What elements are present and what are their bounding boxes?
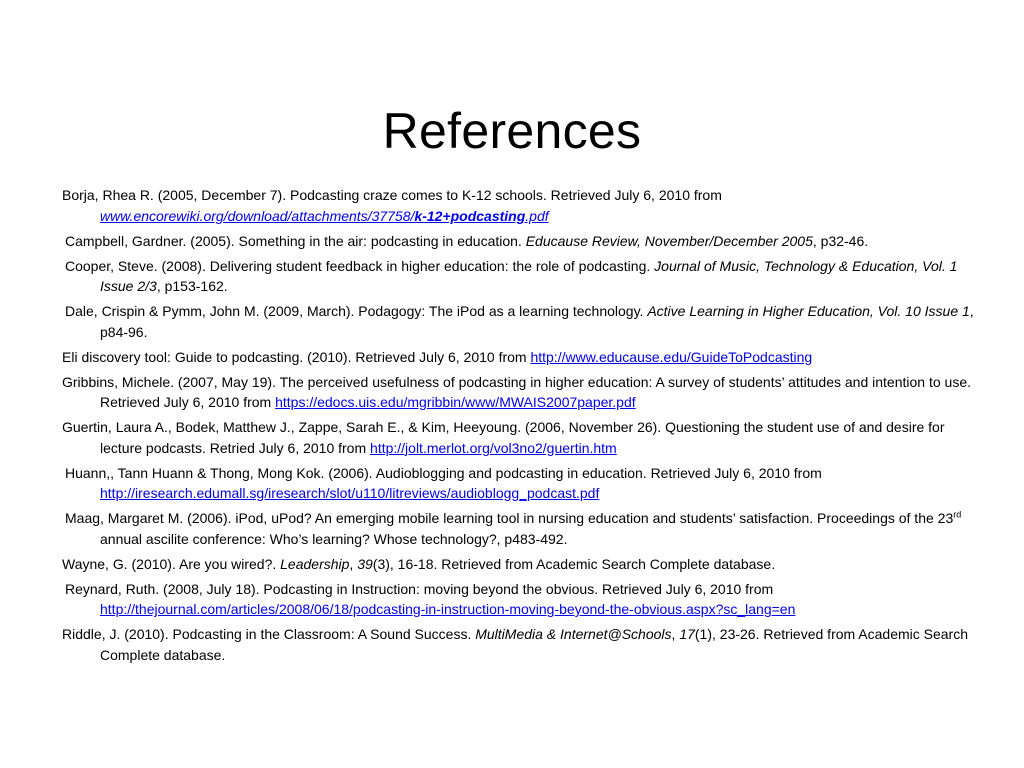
reference-huann	[62, 463, 982, 504]
reference-link[interactable]: http://www.educause.edu/GuideToPodcasting	[530, 348, 813, 365]
reference-text: Riddle, J. (2010). Podcasting in the Classroom: A Sound Success.	[62, 626, 476, 642]
reference-text: Reynard, Ruth. (2008, July 18). Podcasting in Instruction: moving beyond the obvious. Retrieved July 6, 2010 from	[65, 580, 774, 597]
reference-text: Dale, Crispin & Pymm, John M. (2009, March). Podagogy: The iPod as a learning technology.	[65, 303, 648, 319]
reference-maag: Maag, Margaret M. (2006). iPod, uPod? An emerging mobile learning tool in nursing education and students’ satisfaction. Proceedings of the 23rd annual ascilite conference: Who’s learning? Whose technology?, p483-492.	[65, 509, 962, 547]
reference-link[interactable]: https://edocs.uis.edu/mgribbin/www/MWAIS2007paper.pdf	[275, 394, 636, 410]
reference-link[interactable]: www.encorewiki.org/download/attachments/37758/k-12+podcasting.pdf	[100, 207, 549, 224]
reference-eli	[62, 347, 982, 368]
reference-reynard	[62, 579, 982, 620]
reference-source: Active Learning in Higher Education, Vol. 10 Issue 1	[647, 303, 970, 319]
slide-title: References	[382, 102, 642, 159]
reference-link[interactable]: http://jolt.merlot.org/vol3no2/guertin.htm	[370, 439, 617, 456]
reference-text: Wayne, G. (2010). Are you wired?.	[62, 555, 281, 572]
reference-text: Guertin, Laura A., Bodek, Matthew J., Zappe, Sarah E., & Kim, Heeyoung. (2006, November 26). Questioning the student use of and desire for lecture podcasts. Retried July 6, 2010 from	[62, 419, 945, 456]
reference-guertin	[62, 417, 982, 458]
reference-text: Cooper, Steve. (2008). Delivering student feedback in higher education: the role of podcasting.	[65, 257, 655, 274]
reference-source: Journal of Music, Technology & Education, Vol. 1 Issue 2/3	[100, 257, 958, 294]
reference-text: Maag, Margaret M. (2006). iPod, uPod? An emerging mobile learning tool in nursing education and students’ satisfaction. Proceedings of the 23	[65, 510, 954, 526]
reference-text: Huann,, Tann Huann & Thong, Mong Kok. (2006). Audioblogging and podcasting in education. Retrieved July 6, 2010 from	[65, 464, 822, 481]
reference-riddle: Riddle, J. (2010). Podcasting in the Classroom: A Sound Success. MultiMedia & Internet@Schools, 17(1), 23-26. Retrieved from Academic Search Complete database.	[62, 626, 969, 663]
reference-wayne: Wayne, G. (2010). Are you wired?. Leadership, 39(3), 16-18. Retrieved from Academic Search Complete database.	[62, 555, 776, 572]
reference-text: Eli discovery tool: Guide to podcasting. (2010). Retrieved July 6, 2010 from	[62, 348, 531, 365]
reference-text: Gribbins, Michele. (2007, May 19). The perceived usefulness of podcasting in higher education: A survey of students’ attitudes and intention to use. Retrieved July 6, 2010 from	[62, 373, 971, 410]
reference-text: Borja, Rhea R. (2005, December 7). Podcasting craze comes to K-12 schools. Retrieved July 6, 2010 from	[62, 187, 722, 203]
reference-dale: Dale, Crispin & Pymm, John M. (2009, March). Podagogy: The iPod as a learning technology. Active Learning in Higher Education, Vol. 10 Issue 1, p84-96.	[65, 303, 974, 340]
reference-list	[62, 185, 982, 670]
reference-text: Campbell, Gardner. (2005). Something in the air: podcasting in education.	[65, 232, 526, 249]
reference-cooper: Cooper, Steve. (2008). Delivering student feedback in higher education: the role of podcasting. Journal of Music, Technology & Education, Vol. 1 Issue 2/3, p153-162.	[65, 257, 958, 294]
reference-campbell: Campbell, Gardner. (2005). Something in the air: podcasting in education. Educause Review, November/December 2005, p32-46.	[65, 232, 869, 249]
reference-link[interactable]: http://thejournal.com/articles/2008/06/18/podcasting-in-instruction-moving-beyond-the-obvious.aspx?sc_lang=en	[100, 601, 796, 617]
reference-borja	[62, 185, 982, 226]
reference-gribbins	[62, 372, 982, 413]
reference-link[interactable]: http://iresearch.edumall.sg/iresearch/slot/u110/litreviews/audioblogg_podcast.pdf	[100, 485, 600, 501]
reference-source: Educause Review, November/December 2005	[525, 232, 813, 249]
